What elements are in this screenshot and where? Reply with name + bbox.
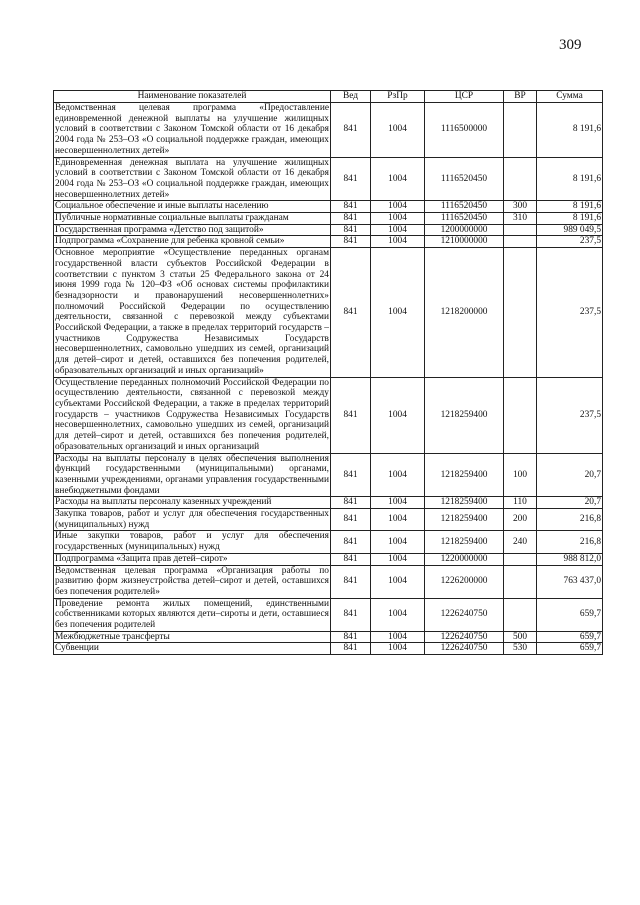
cell-ved: 841 — [331, 248, 371, 377]
cell-csr: 1218259400 — [425, 453, 504, 497]
cell-csr: 1226240750 — [425, 631, 504, 643]
cell-rzpr: 1004 — [371, 631, 425, 643]
cell-rzpr: 1004 — [371, 553, 425, 565]
cell-name: Подпрограмма «Сохранение для ребенка кровной семьи» — [54, 236, 331, 248]
table-row — [54, 103, 603, 158]
page-number: 309 — [559, 37, 582, 53]
cell-csr: 1218259400 — [425, 509, 504, 531]
header-name: Наименование показателей — [54, 91, 331, 103]
cell-vr — [504, 553, 537, 565]
cell-csr: 1200000000 — [425, 224, 504, 236]
cell-sum: 8 191,6 — [537, 103, 603, 158]
cell-vr: 300 — [504, 201, 537, 213]
cell-ved: 841 — [331, 497, 371, 509]
cell-csr: 1116500000 — [425, 103, 504, 158]
table-row — [54, 643, 603, 655]
cell-vr: 110 — [504, 497, 537, 509]
cell-name: Государственная программа «Детство под защитой» — [54, 224, 331, 236]
cell-sum: 237,5 — [537, 377, 603, 453]
cell-sum: 659,7 — [537, 598, 603, 631]
cell-ved: 841 — [331, 453, 371, 497]
cell-rzpr: 1004 — [371, 598, 425, 631]
cell-sum: 763 437,0 — [537, 565, 603, 598]
cell-vr — [504, 377, 537, 453]
cell-name: Расходы на выплаты персоналу в целях обеспечения выполнения функций государственными (муниципальными) органами, казенными учреждениями, органами управления государственными внебюджетными фондами — [55, 453, 329, 496]
cell-sum: 988 812,0 — [537, 553, 603, 565]
cell-name: Осуществление переданных полномочий Российской Федерации по осуществлению деятельности, связанной с перевозкой между субъектами Российской Федерации, а также в пределах территорий государств – участников Содружества Независимых Государств несовершеннолетних, самовольно ушедших из семей, организаций для детей–сирот и детей, оставшихся без попечения родителей, образовательных организаций и иных организаций — [55, 377, 329, 452]
cell-vr: 310 — [504, 213, 537, 225]
table-row — [54, 497, 603, 509]
cell-csr: 1218200000 — [425, 248, 504, 377]
cell-vr — [504, 598, 537, 631]
cell-sum: 8 191,6 — [537, 157, 603, 201]
cell-name: Единовременная денежная выплата на улучшение жилищных условий в соответствии с Законом Томской области от 16 декабря 2004 года № 253–ОЗ «О социальной поддержке граждан, имеющих несовершеннолетних детей» — [55, 157, 329, 200]
cell-sum: 989 049,5 — [537, 224, 603, 236]
cell-name: Субвенции — [54, 643, 331, 655]
cell-csr: 1218259400 — [425, 531, 504, 553]
header-csr: ЦСР — [425, 91, 504, 103]
header-sum: Сумма — [537, 91, 603, 103]
header-rzpr: РзПр — [371, 91, 425, 103]
table-row — [54, 248, 603, 377]
cell-rzpr: 1004 — [371, 565, 425, 598]
cell-ved: 841 — [331, 201, 371, 213]
cell-rzpr: 1004 — [371, 201, 425, 213]
cell-rzpr: 1004 — [371, 224, 425, 236]
cell-ved: 841 — [331, 631, 371, 643]
cell-rzpr: 1004 — [371, 643, 425, 655]
cell-rzpr: 1004 — [371, 509, 425, 531]
cell-name: Подпрограмма «Защита прав детей–сирот» — [54, 553, 331, 565]
table-header-row — [54, 91, 603, 103]
cell-rzpr: 1004 — [371, 103, 425, 158]
cell-vr — [504, 248, 537, 377]
cell-rzpr: 1004 — [371, 453, 425, 497]
cell-ved: 841 — [331, 236, 371, 248]
table-row — [54, 598, 603, 631]
table-row — [54, 531, 603, 553]
cell-ved: 841 — [331, 103, 371, 158]
cell-csr: 1220000000 — [425, 553, 504, 565]
cell-vr: 100 — [504, 453, 537, 497]
cell-sum: 20,7 — [537, 453, 603, 497]
table-row — [54, 509, 603, 531]
cell-sum: 237,5 — [537, 248, 603, 377]
table-row — [54, 201, 603, 213]
cell-sum: 8 191,6 — [537, 201, 603, 213]
cell-name: Иные закупки товаров, работ и услуг для обеспечения государственных (муниципальных) нужд — [55, 531, 329, 553]
cell-rzpr: 1004 — [371, 248, 425, 377]
cell-vr: 240 — [504, 531, 537, 553]
table-row — [54, 157, 603, 201]
cell-csr: 1116520450 — [425, 201, 504, 213]
cell-rzpr: 1004 — [371, 531, 425, 553]
cell-vr: 200 — [504, 509, 537, 531]
table-row — [54, 553, 603, 565]
cell-name: Расходы на выплаты персоналу казенных учреждений — [54, 497, 331, 509]
cell-name: Проведение ремонта жилых помещений, единственными собственниками которых являются дети–сироты и дети, оставшиеся без попечения родителей — [55, 598, 329, 631]
cell-vr: 500 — [504, 631, 537, 643]
table-row — [54, 631, 603, 643]
cell-ved: 841 — [331, 509, 371, 531]
cell-sum: 659,7 — [537, 643, 603, 655]
cell-name: Межбюджетные трансферты — [54, 631, 331, 643]
cell-sum: 237,5 — [537, 236, 603, 248]
cell-csr: 1116520450 — [425, 213, 504, 225]
cell-vr — [504, 224, 537, 236]
cell-ved: 841 — [331, 565, 371, 598]
cell-csr: 1116520450 — [425, 157, 504, 201]
cell-ved: 841 — [331, 643, 371, 655]
cell-rzpr: 1004 — [371, 213, 425, 225]
cell-csr: 1226200000 — [425, 565, 504, 598]
header-ved: Вед — [331, 91, 371, 103]
cell-rzpr: 1004 — [371, 377, 425, 453]
cell-sum: 8 191,6 — [537, 213, 603, 225]
cell-ved: 841 — [331, 224, 371, 236]
cell-name: Ведомственная целевая программа «Предоставление единовременной денежной выплаты на улучшение жилищных условий в соответствии с Законом Томской области от 16 декабря 2004 года № 253–ОЗ «О социальной поддержке граждан, имеющих несовершеннолетних детей» — [55, 103, 329, 156]
cell-vr — [504, 103, 537, 158]
budget-table — [53, 90, 603, 655]
cell-ved: 841 — [331, 157, 371, 201]
cell-sum: 216,8 — [537, 509, 603, 531]
cell-name: Публичные нормативные социальные выплаты гражданам — [54, 213, 331, 225]
table-row — [54, 377, 603, 453]
table-row — [54, 224, 603, 236]
cell-name: Ведомственная целевая программа «Организация работы по развитию форм жизнеустройства детей–сирот и детей, оставшихся без попечения родителей» — [55, 565, 329, 597]
cell-rzpr: 1004 — [371, 236, 425, 248]
cell-name: Основное мероприятие «Осуществление переданных органам государственной власти субъектов Российской Федерации в соответствии с пунктом 3 статьи 25 Федерального закона от 24 июня 1999 года № 120–ФЗ «Об основах системы профилактики безнадзорности и правонарушений несовершеннолетних» полномочий Российской Федерации по осуществлению деятельности, связанной с перевозкой между субъектами Российской Федерации, а также в пределах территорий государств – участников Содружества Независимых Государств несовершеннолетних, самовольно ушедших из семей, организаций для детей–сирот и детей, оставшихся без попечения родителей, образовательных организаций и иных организаций» — [55, 248, 329, 376]
cell-sum: 659,7 — [537, 631, 603, 643]
cell-vr — [504, 157, 537, 201]
table-row — [54, 565, 603, 598]
table-row — [54, 236, 603, 248]
cell-vr: 530 — [504, 643, 537, 655]
cell-sum: 216,8 — [537, 531, 603, 553]
cell-csr: 1226240750 — [425, 643, 504, 655]
cell-ved: 841 — [331, 213, 371, 225]
cell-csr: 1226240750 — [425, 598, 504, 631]
table-row — [54, 453, 603, 497]
cell-name: Социальное обеспечение и иные выплаты населению — [54, 201, 331, 213]
cell-ved: 841 — [331, 531, 371, 553]
cell-csr: 1218259400 — [425, 377, 504, 453]
cell-csr: 1218259400 — [425, 497, 504, 509]
cell-rzpr: 1004 — [371, 157, 425, 201]
cell-vr — [504, 236, 537, 248]
cell-rzpr: 1004 — [371, 497, 425, 509]
table-row — [54, 213, 603, 225]
cell-ved: 841 — [331, 598, 371, 631]
cell-name: Закупка товаров, работ и услуг для обеспечения государственных (муниципальных) нужд — [55, 509, 329, 530]
cell-ved: 841 — [331, 553, 371, 565]
cell-ved: 841 — [331, 377, 371, 453]
header-vr: ВР — [504, 91, 537, 103]
cell-sum: 20,7 — [537, 497, 603, 509]
cell-csr: 1210000000 — [425, 236, 504, 248]
cell-vr — [504, 565, 537, 598]
